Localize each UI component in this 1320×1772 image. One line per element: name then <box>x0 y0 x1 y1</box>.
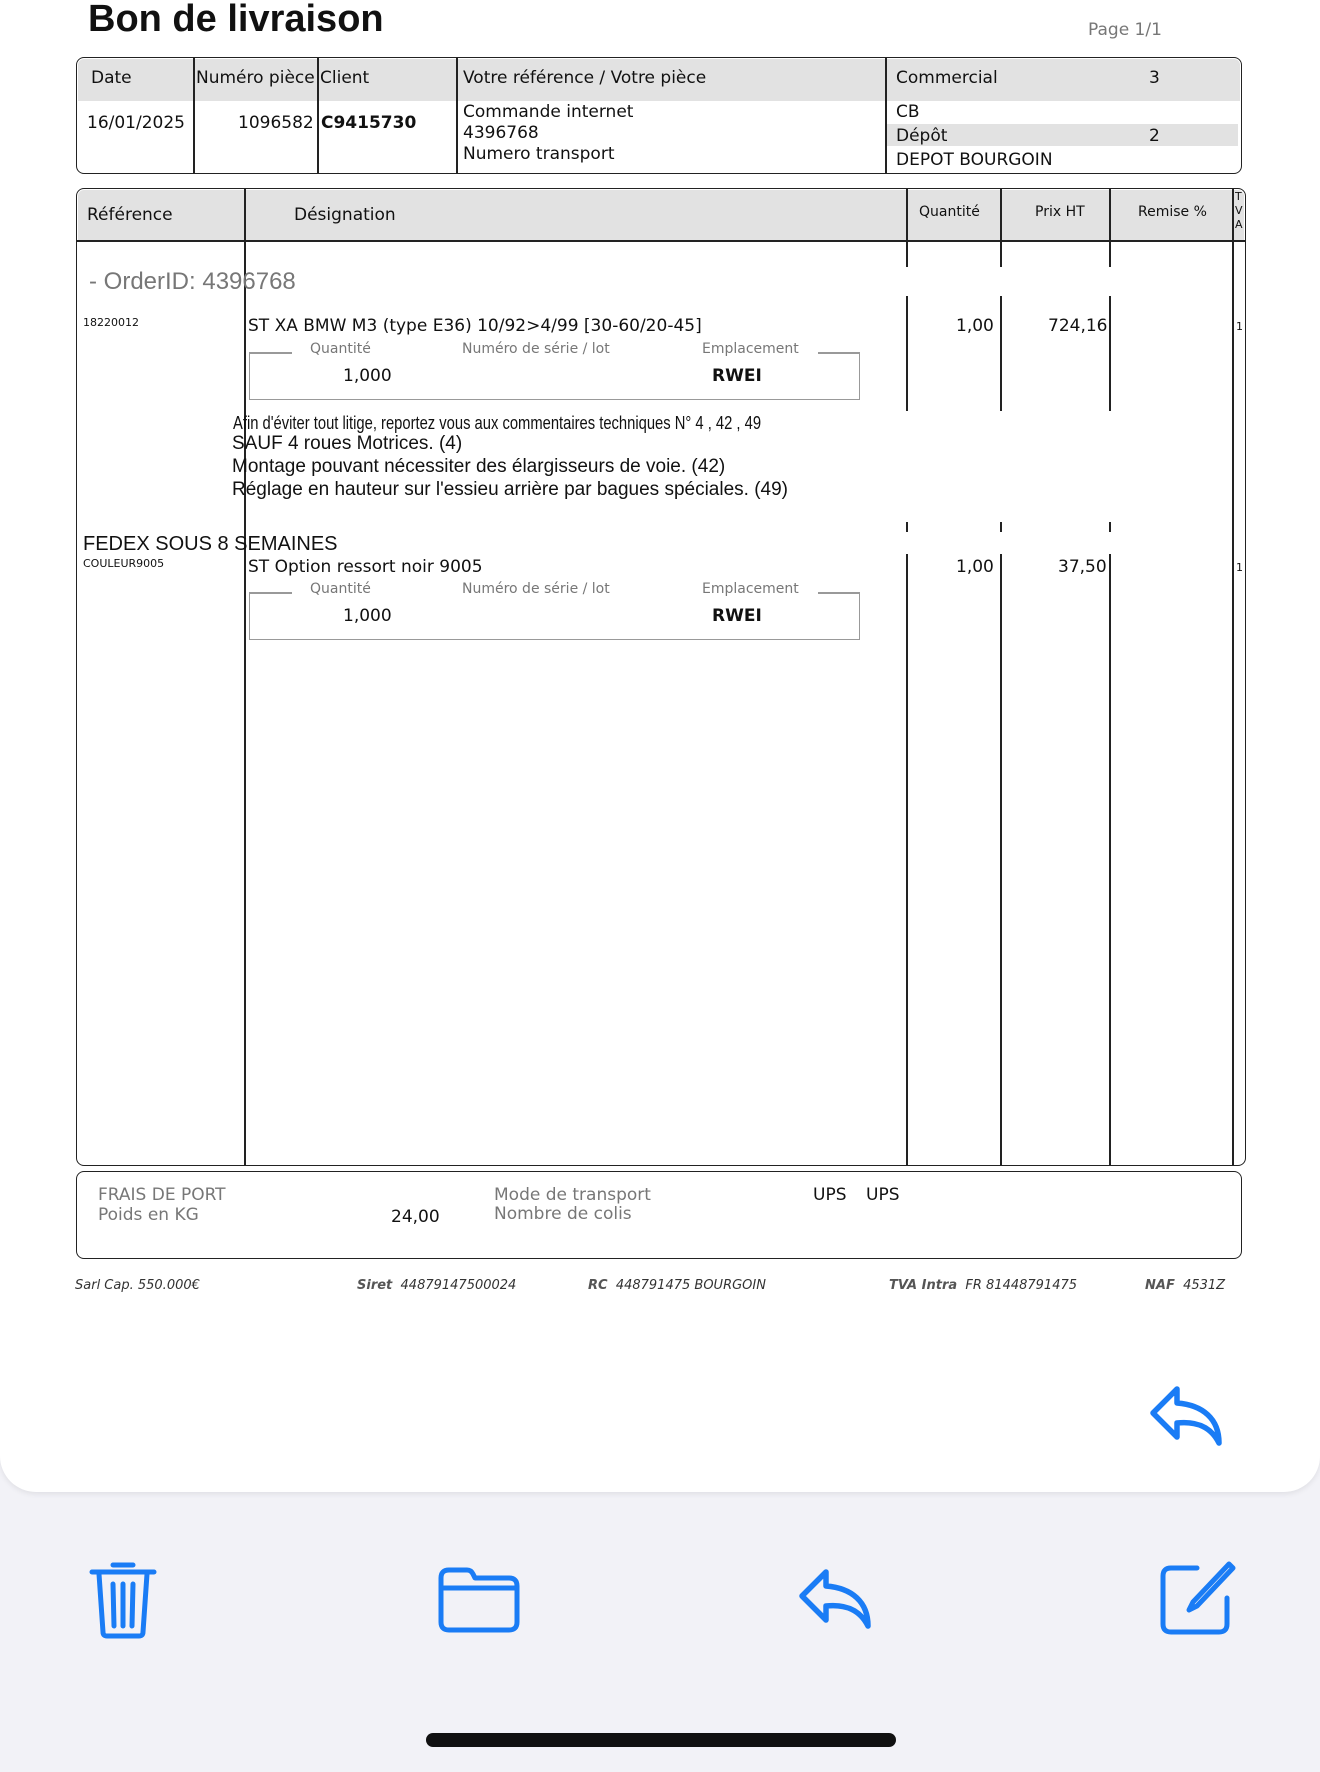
legal-naf <box>1145 1278 1225 1293</box>
numero-piece-value: 1096582 <box>238 113 314 133</box>
item-designation: ST Option ressort noir 9005 <box>248 557 483 577</box>
page-number: Page 1/1 <box>1088 20 1162 40</box>
item-tva: 1 <box>1236 561 1243 574</box>
col-prix-header: Prix HT <box>1035 204 1085 220</box>
mode-transport-value-2: UPS <box>866 1185 900 1205</box>
commercial-code: 3 <box>1149 68 1160 88</box>
item-sub-quantite-label: Quantité <box>310 581 371 597</box>
depot-code: 2 <box>1149 126 1160 146</box>
legal-siret <box>357 1278 516 1293</box>
item-prix-ht: 37,50 <box>1058 557 1107 577</box>
item-reference: COULEUR9005 <box>83 557 165 570</box>
mode-transport-value: UPS <box>813 1185 847 1205</box>
client-value: C9415730 <box>321 113 417 133</box>
commercial-name: CB <box>896 102 920 122</box>
item-reference: 18220012 <box>83 316 139 329</box>
col-designation-header: Désignation <box>294 205 396 225</box>
col-reference-header: Référence <box>87 205 173 225</box>
document-title: Bon de livraison <box>88 0 384 40</box>
item-sub-quantite: 1,000 <box>343 366 392 386</box>
siret-value: 44879147500024 <box>400 1278 517 1293</box>
date-value: 16/01/2025 <box>87 113 185 133</box>
mode-transport-label: Mode de transport <box>494 1185 651 1205</box>
legal-sarl: Sarl Cap. 550.000€ <box>75 1278 200 1293</box>
trash-icon[interactable] <box>88 1558 158 1640</box>
depot-label: Dépôt <box>896 126 948 146</box>
siret-label: Siret <box>357 1278 393 1293</box>
item-quantite: 1,00 <box>956 316 994 336</box>
technical-note-line1: Afin d'éviter tout litige, reportez vous aux commentaires techniques N° 4 , 42 , 49 <box>233 413 762 433</box>
home-indicator[interactable] <box>426 1733 896 1747</box>
shipping-note: FEDEX SOUS 8 SEMAINES <box>83 533 338 555</box>
naf-value: 4531Z <box>1183 1278 1226 1293</box>
order-id: - OrderID: 4396768 <box>89 268 296 295</box>
tva-label: TVA Intra <box>889 1278 958 1293</box>
poids-label: Poids en KG <box>98 1205 199 1225</box>
col-tva-header-t: T <box>1235 190 1242 203</box>
depot-name: DEPOT BOURGOIN <box>896 150 1053 170</box>
col-tva-header-a: A <box>1235 218 1243 231</box>
item-prix-ht: 724,16 <box>1048 316 1108 336</box>
technical-note-line4: Réglage en hauteur sur l'essieu arrière par bagues spéciales. (49) <box>232 479 789 500</box>
numero-piece-label: Numéro pièce <box>196 68 315 88</box>
item-stock-box <box>249 592 860 640</box>
shipping-summary-box <box>76 1171 1242 1259</box>
item-stock-box <box>249 352 860 400</box>
item-sub-quantite-label: Quantité <box>310 341 371 357</box>
rc-value: 448791475 BOURGOIN <box>615 1278 766 1293</box>
item-designation: ST XA BMW M3 (type E36) 10/92>4/99 [30-60/20-45] <box>248 316 702 336</box>
item-sub-emplacement-label: Emplacement <box>702 341 799 357</box>
item-tva: 1 <box>1236 320 1243 333</box>
item-sub-emplacement: RWEI <box>712 606 762 626</box>
frais-de-port-label: FRAIS DE PORT <box>98 1185 226 1205</box>
tva-value: FR 81448791475 <box>965 1278 1078 1293</box>
reply-icon[interactable] <box>1147 1383 1227 1451</box>
legal-rc <box>588 1278 766 1293</box>
item-sub-serie-label: Numéro de série / lot <box>462 581 610 597</box>
rc-label: RC <box>588 1278 608 1293</box>
item-quantite: 1,00 <box>956 557 994 577</box>
item-sub-quantite: 1,000 <box>343 606 392 626</box>
item-sub-emplacement: RWEI <box>712 366 762 386</box>
date-label: Date <box>91 68 132 88</box>
poids-value: 24,00 <box>391 1207 440 1227</box>
commercial-label: Commercial <box>896 68 998 88</box>
col-tva-header-v: V <box>1235 204 1243 217</box>
naf-label: NAF <box>1145 1278 1175 1293</box>
col-remise-header: Remise % <box>1138 204 1207 220</box>
technical-note-line2: SAUF 4 roues Motrices. (4) <box>232 433 463 454</box>
compose-icon[interactable] <box>1157 1558 1237 1638</box>
reference-label: Votre référence / Votre pièce <box>463 68 707 88</box>
reply-icon[interactable] <box>796 1566 876 1634</box>
legal-tva <box>889 1278 1077 1293</box>
reference-value-line1: Commande internet <box>463 102 634 122</box>
client-label: Client <box>320 68 370 88</box>
item-sub-serie-label: Numéro de série / lot <box>462 341 610 357</box>
nombre-colis-label: Nombre de colis <box>494 1204 632 1224</box>
reference-value-line2: 4396768 <box>463 123 539 143</box>
col-quantite-header: Quantité <box>919 204 980 220</box>
reference-value-line3: Numero transport <box>463 144 615 164</box>
folder-icon[interactable] <box>437 1566 521 1634</box>
item-sub-emplacement-label: Emplacement <box>702 581 799 597</box>
technical-note-line3: Montage pouvant nécessiter des élargisseurs de voie. (42) <box>232 456 726 477</box>
